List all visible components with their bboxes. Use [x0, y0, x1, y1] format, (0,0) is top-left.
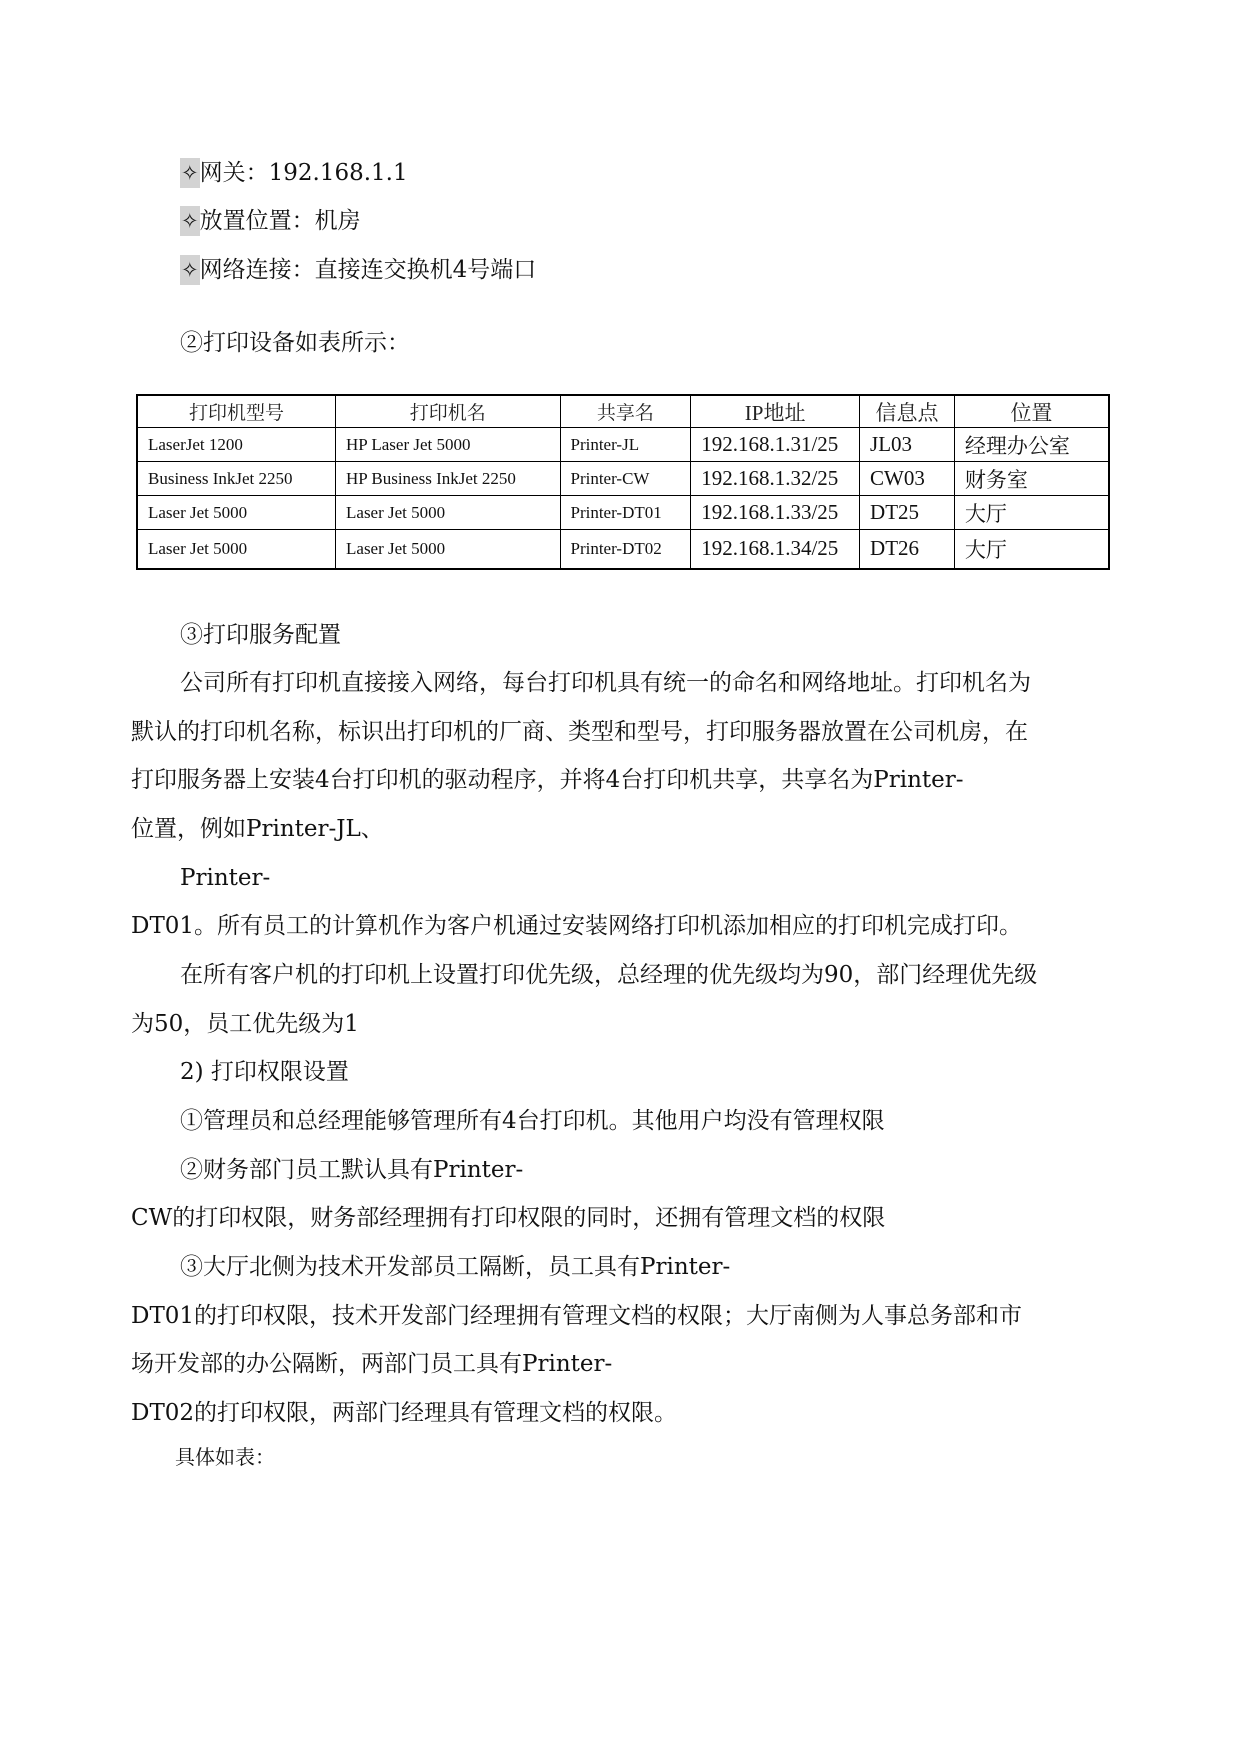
cell-model: Laser Jet 5000 [137, 530, 336, 569]
printer-table [136, 394, 1110, 570]
cell-share-name: Printer-JL [560, 428, 691, 462]
paragraph-line: 位置，例如Printer-JL、 [131, 816, 384, 842]
cell-info-point: JL03 [860, 428, 955, 462]
paragraph-line: ①管理员和总经理能够管理所有4台打印机。其他用户均没有管理权限 [180, 1108, 885, 1134]
cell-printer-name: HP Laser Jet 5000 [336, 428, 560, 462]
cell-printer-name: HP Business InkJet 2250 [336, 462, 560, 496]
header-share-name: 共享名 [560, 395, 691, 428]
diamond-bullet-icon: ✧ [180, 255, 200, 285]
paragraph-line: DT01的打印权限，技术开发部门经理拥有管理文档的权限；大厅南侧为人事总务部和市 [131, 1303, 1023, 1329]
cell-share-name: Printer-DT02 [560, 530, 691, 569]
table-row [137, 530, 1109, 569]
paragraph-line: 在所有客户机的打印机上设置打印优先级，总经理的优先级均为90，部门经理优先级 [180, 962, 1038, 988]
paragraph-line: 默认的打印机名称，标识出打印机的厂商、类型和型号，打印服务器放置在公司机房，在 [131, 719, 1028, 745]
header-location: 位置 [954, 395, 1109, 428]
cell-ip: 192.168.1.34/25 [691, 530, 860, 569]
cell-share-name: Printer-DT01 [560, 496, 691, 530]
paragraph-line: 为50，员工优先级为1 [131, 1011, 359, 1037]
connection-text: 网络连接：直接连交换机4号端口 [199, 257, 537, 283]
diamond-bullet-icon: ✧ [180, 206, 200, 236]
paragraph-line: CW的打印权限，财务部经理拥有打印权限的同时，还拥有管理文档的权限 [131, 1205, 886, 1231]
paragraph-line: ③大厅北侧为技术开发部员工隔断，员工具有Printer- [180, 1254, 731, 1280]
paragraph-line: 场开发部的办公隔断，两部门员工具有Printer- [131, 1351, 613, 1377]
header-info-point: 信息点 [860, 395, 955, 428]
cell-ip: 192.168.1.33/25 [691, 496, 860, 530]
cell-ip: 192.168.1.32/25 [691, 462, 860, 496]
gateway-item [180, 158, 408, 188]
closing-line: 具体如表： [175, 1445, 275, 1469]
header-printer-name: 打印机名 [336, 395, 560, 428]
paragraph-line: Printer- [180, 865, 271, 891]
diamond-bullet-icon: ✧ [180, 158, 200, 188]
cell-ip: 192.168.1.31/25 [691, 428, 860, 462]
cell-info-point: DT25 [860, 496, 955, 530]
cell-info-point: DT26 [860, 530, 955, 569]
paragraph-line: ②财务部门员工默认具有Printer- [180, 1157, 524, 1183]
header-model: 打印机型号 [137, 395, 336, 428]
connection-item [180, 255, 536, 285]
subsection-heading: 2) 打印权限设置 [180, 1059, 349, 1085]
cell-model: Business InkJet 2250 [137, 462, 336, 496]
paragraph-line: DT01。所有员工的计算机作为客户机通过安装网络打印机添加相应的打印机完成打印。 [131, 913, 1023, 939]
cell-info-point: CW03 [860, 462, 955, 496]
header-ip: IP地址 [691, 395, 860, 428]
location-text: 放置位置：机房 [199, 208, 361, 234]
table-row [137, 496, 1109, 530]
section2-heading: ②打印设备如表所示： [180, 330, 410, 356]
cell-printer-name: Laser Jet 5000 [336, 530, 560, 569]
section3-heading: ③打印服务配置 [180, 622, 341, 648]
gateway-text: 网关：192.168.1.1 [199, 160, 408, 186]
paragraph-line: 公司所有打印机直接接入网络，每台打印机具有统一的命名和网络地址。打印机名为 [180, 670, 1031, 696]
table-row [137, 428, 1109, 462]
table-header-row [137, 395, 1109, 428]
cell-model: Laser Jet 5000 [137, 496, 336, 530]
location-item [180, 206, 361, 236]
cell-location: 经理办公室 [954, 428, 1109, 462]
cell-printer-name: Laser Jet 5000 [336, 496, 560, 530]
cell-share-name: Printer-CW [560, 462, 691, 496]
cell-location: 大厅 [954, 496, 1109, 530]
table-row [137, 462, 1109, 496]
cell-location: 大厅 [954, 530, 1109, 569]
cell-model: LaserJet 1200 [137, 428, 336, 462]
cell-location: 财务室 [954, 462, 1109, 496]
paragraph-line: 打印服务器上安装4台打印机的驱动程序，并将4台打印机共享，共享名为Printer- [131, 767, 964, 793]
paragraph-line: DT02的打印权限，两部门经理具有管理文档的权限。 [131, 1400, 678, 1426]
